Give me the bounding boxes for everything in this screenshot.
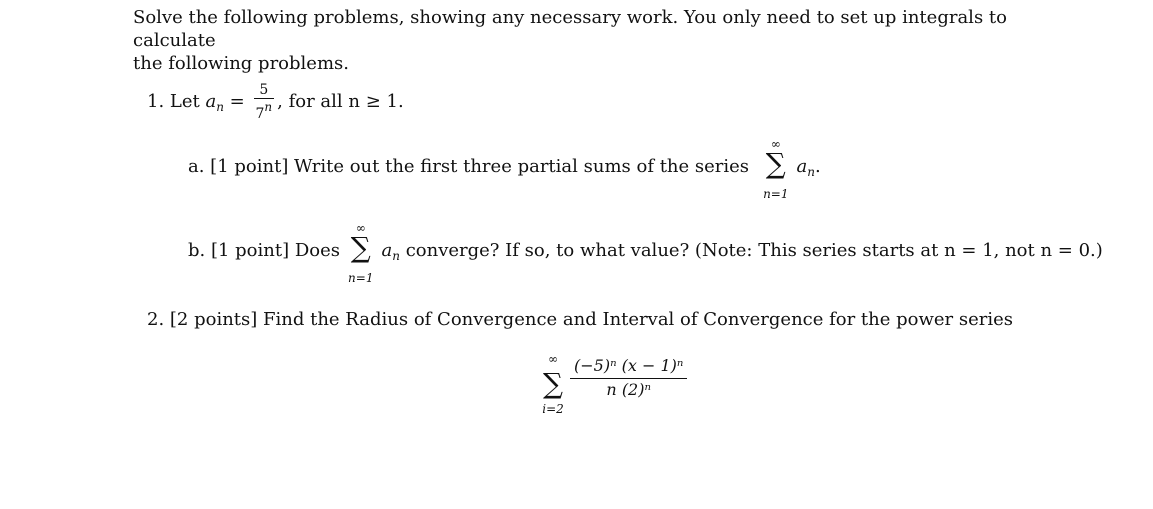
fraction-numerator: 5 — [254, 82, 275, 99]
power-series-fraction — [570, 356, 687, 401]
problem-1b-text-after: converge? If so, to what value? (Note: This series starts at n = 1, not n = 0.) — [405, 240, 1103, 261]
problem-1-condition: , for all n ≥ 1. — [277, 91, 404, 112]
equals-sign: = — [229, 91, 245, 112]
instructions — [133, 6, 1083, 75]
series-term: $a_n$ — [381, 240, 400, 263]
problem-1a — [188, 137, 821, 201]
fraction-denominator: 7n — [255, 100, 273, 122]
problem-1a-text: a. [1 point] Write out the first three partial sums of the series — [188, 156, 750, 177]
sigma-symbol: ∑ — [765, 147, 786, 180]
problem-2 — [147, 308, 1013, 332]
problem-2-text: 2. [2 points] Find the Radius of Convergence and Interval of Convergence for the power series — [147, 309, 1014, 330]
problem-1b-text-before: b. [1 point] Does — [188, 240, 341, 261]
sigma-symbol: ∑ — [350, 231, 371, 264]
problem-1b — [188, 221, 1103, 285]
sum-lower-limit: i=2 — [542, 402, 564, 416]
power-series-denominator: n (2)ⁿ — [606, 380, 651, 399]
sum-upper-limit: ∞ — [355, 221, 366, 235]
sequence-fraction — [254, 82, 275, 122]
series-term: $a_n$ — [796, 156, 815, 179]
problem-1-label: 1. Let — [147, 91, 200, 112]
sequence-term: $a_n$ — [205, 91, 224, 114]
sigma-symbol: ∑ — [543, 367, 563, 400]
sum-upper-limit: ∞ — [770, 137, 781, 151]
problem-1 — [147, 82, 404, 122]
sum-lower-limit: n=1 — [763, 187, 789, 201]
power-series-summation — [538, 352, 568, 416]
sum-upper-limit: ∞ — [548, 352, 558, 366]
instructions-line-1: Solve the following problems, showing any necessary work. You only need to set up integrals to calculate — [133, 7, 1007, 51]
summation-b — [346, 221, 376, 285]
power-series-numerator: (−5)ⁿ (x − 1)ⁿ — [570, 356, 687, 379]
sum-lower-limit: n=1 — [348, 271, 374, 285]
instructions-line-2: the following problems. — [133, 53, 349, 74]
summation-a — [761, 137, 791, 201]
period: . — [814, 156, 821, 177]
